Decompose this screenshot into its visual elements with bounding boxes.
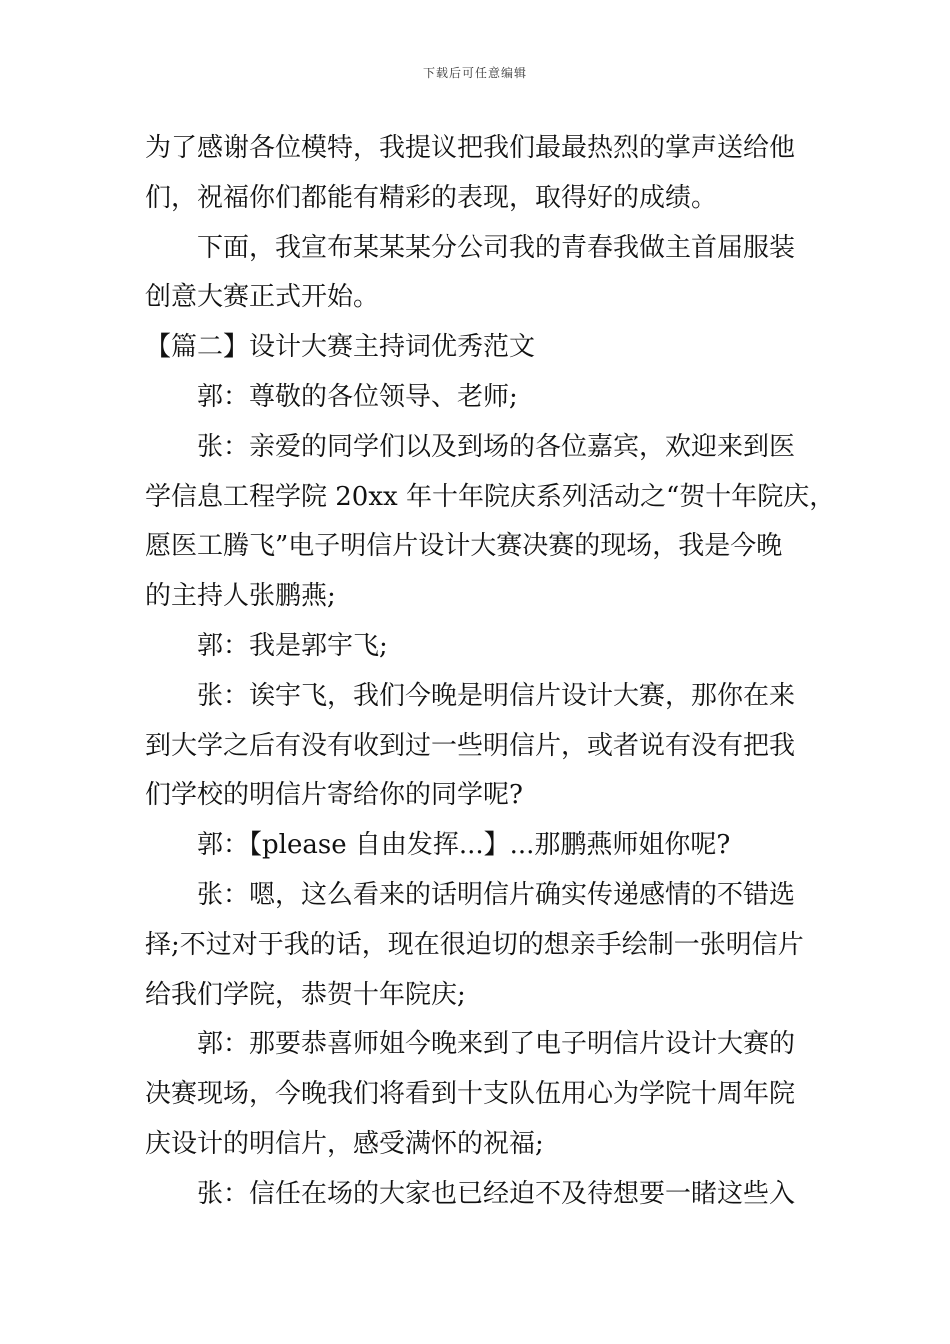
text-line: 愿医工腾飞”电子明信片设计大赛决赛的现场，我是今晚	[145, 531, 783, 562]
text-line: 郭：【please 自由发挥...】...那鹏燕师姐你呢?	[197, 830, 731, 861]
text-line: 们，祝福你们都能有精彩的表现，取得好的成绩。	[145, 182, 718, 213]
text-line: 们学校的明信片寄给你的同学呢?	[145, 780, 523, 811]
text-line: 郭：我是郭宇飞;	[197, 630, 388, 661]
section-heading: 【篇二】设计大赛主持词优秀范文	[145, 332, 536, 363]
text-line: 张：亲爱的同学们以及到场的各位嘉宾，欢迎来到医	[197, 431, 796, 462]
text-line: 择;不过对于我的话，现在很迫切的想亲手绘制一张明信片	[145, 929, 804, 960]
document-body	[145, 124, 836, 1220]
text-line: 为了感谢各位模特，我提议把我们最最热烈的掌声送给他	[145, 133, 796, 163]
text-line: 张：信任在场的大家也已经迫不及待想要一睹这些入	[197, 1178, 796, 1209]
text-line: 决赛现场，今晚我们将看到十支队伍用心为学院十周年院	[145, 1079, 796, 1110]
text-line: 郭：那要恭喜师姐今晚来到了电子明信片设计大赛的	[197, 1029, 796, 1060]
text-line: 张：嗯，这么看来的话明信片确实传递感情的不错选	[197, 879, 796, 910]
text-line: 创意大赛正式开始。	[145, 282, 380, 313]
text-line: 张：诶宇飞，我们今晚是明信片设计大赛，那你在来	[197, 680, 796, 711]
text-line: 下面，我宣布某某某分公司我的青春我做主首届服装	[197, 232, 796, 263]
text-line: 郭：尊敬的各位领导、老师;	[197, 381, 518, 412]
text-line: 到大学之后有没有收到过一些明信片，或者说有没有把我	[145, 730, 796, 761]
text-line: 给我们学院，恭贺十年院庆;	[145, 979, 466, 1010]
text-line: 庆设计的明信片，感受满怀的祝福;	[145, 1128, 544, 1159]
page-header: 下载后可任意编辑	[422, 66, 527, 80]
text-line: 的主持人张鹏燕;	[145, 581, 336, 612]
text-line: 学信息工程学院 20xx 年十年院庆系列活动之“贺十年院庆，	[145, 481, 836, 512]
